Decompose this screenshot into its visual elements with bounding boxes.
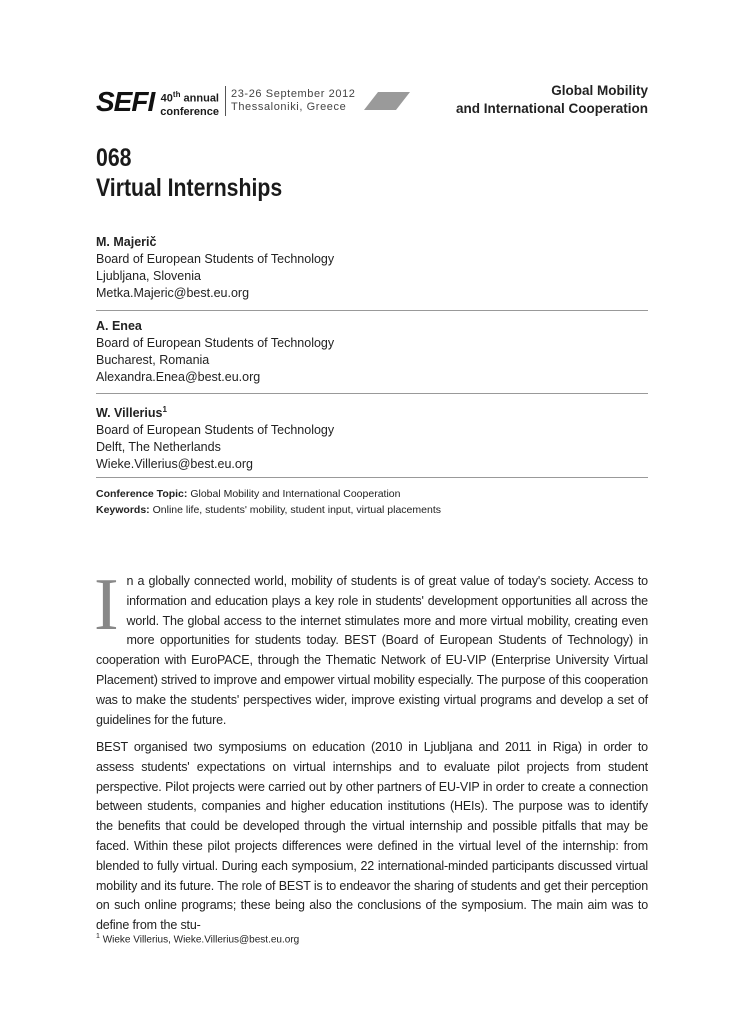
author-block (96, 318, 648, 386)
keywords-value: Online life, students' mobility, student input, virtual placements (152, 504, 441, 516)
conference-edition (155, 88, 219, 119)
decorative-stripe-icon (364, 92, 410, 110)
edition-suffix: th (172, 90, 181, 99)
author-divider (96, 393, 648, 394)
drop-cap: I (94, 564, 119, 646)
author-name-text: W. Villerius (96, 406, 163, 421)
conference-topic-label: Conference Topic: (96, 488, 188, 500)
footnote (96, 933, 299, 945)
conference-topic (96, 486, 648, 502)
author-org: Board of European Students of Technology (96, 252, 335, 266)
author-org: Board of European Students of Technology (96, 336, 335, 350)
sefi-logo: SEFI (96, 86, 155, 117)
author-city: Bucharest, Romania (96, 353, 210, 367)
author-name: A. Enea (96, 319, 142, 333)
keywords (96, 502, 648, 518)
author-city: Ljubljana, Slovenia (96, 269, 201, 283)
section-title-line1: Global Mobility (551, 83, 648, 98)
keywords-label: Keywords: (96, 504, 150, 516)
conference-edition-line2: conference (160, 105, 219, 118)
author-name (96, 401, 648, 422)
author-divider (96, 310, 648, 311)
conference-date-range: 23-26 September 2012 (231, 88, 356, 100)
conference-edition-line1 (155, 88, 219, 106)
paper-number: 068 (96, 144, 132, 172)
edition-number: 40 (160, 92, 173, 105)
author-divider (96, 477, 648, 478)
footnote-marker: 1 (162, 405, 167, 414)
author-email: Wieke.Villerius@best.eu.org (96, 457, 253, 472)
author-block (96, 234, 648, 302)
paragraph-text: n a globally connected world, mobility of students is of great value of today's society. Access to information and education plays a key role in students' development opportunities all across the world. The global access to the internet stimulates more and more virtual mobility, creating even more opportunities for students today. BEST (Board of European Students of Technology) in cooperation with EuroPACE, through the Thematic Network of EU-VIP (Enterprise University Virtual Placement) strived to improve and empower virtual mobility especially. The purpose of this cooperation was to make the students' perspectives wider, improve existing virtual programs and develop a set of guidelines for the future. (96, 574, 648, 727)
header-divider (225, 86, 226, 116)
edition-rest: annual (180, 92, 219, 105)
paper-title: Virtual Internships (96, 174, 283, 202)
author-name: M. Majerič (96, 235, 157, 249)
conference-dates (231, 88, 356, 114)
conference-topic-value: Global Mobility and International Cooperation (190, 488, 401, 500)
conference-location: Thessaloniki, Greece (231, 101, 347, 113)
author-email: Metka.Majeric@best.eu.org (96, 286, 250, 300)
author-city: Delft, The Netherlands (96, 440, 221, 455)
body-paragraph (94, 564, 648, 730)
author-block (96, 401, 648, 473)
body-paragraph: BEST organised two symposiums on education (2010 in Ljubljana and 2011 in Riga) in order to assess students' expectations on virtual internships and to evaluate pilot projects from student perspective. Pilot projects were carried out by other partners of EU-VIP in order to create a connection between students, companies and higher education institutions (HEIs). The purpose was to identify the benefits that could be developed through the virtual internship and possible pitfalls that may be faced. Within these pilot projects differences were defined in the virtual level of the internship: from blended to fully virtual. During each symposium, 22 international-minded participants discussed virtual mobility and its future. The role of BEST is to endeavor the sharing of students and get their perception on such online programs; these being also the conclusions of the symposium. The main aim was to define from the stu- (96, 740, 648, 933)
author-email: Alexandra.Enea@best.eu.org (96, 370, 261, 384)
section-title-line2: and International Cooperation (455, 101, 648, 116)
footnote-mark: 1 (96, 933, 100, 940)
author-org: Board of European Students of Technology (96, 423, 335, 438)
section-title (456, 82, 648, 118)
footnote-text: Wieke Villerius, Wieke.Villerius@best.eu.org (102, 934, 300, 946)
